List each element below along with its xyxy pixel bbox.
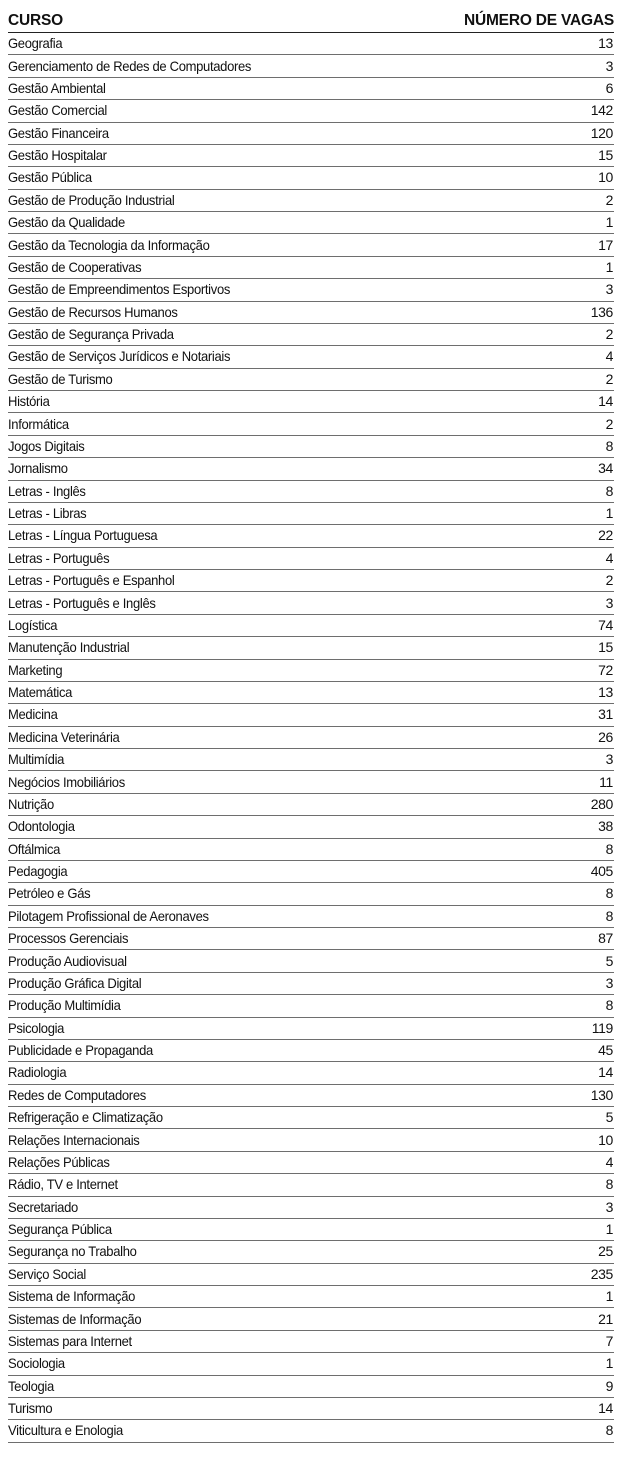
table-row <box>8 1420 614 1442</box>
vacancy-count: 142 <box>590 102 613 119</box>
vacancy-count: 10 <box>598 169 613 186</box>
table-row <box>8 771 614 793</box>
vacancy-count: 4 <box>605 348 613 365</box>
vacancy-count: 5 <box>605 952 613 969</box>
course-name: Gerenciamento de Redes de Computadores <box>8 57 252 74</box>
table-row <box>8 883 614 905</box>
vacancy-count: 1 <box>605 258 613 275</box>
vacancy-count: 3 <box>605 751 613 768</box>
vacancy-count: 4 <box>605 549 613 566</box>
table-row <box>8 391 614 413</box>
course-name: Sistemas para Internet <box>8 1332 132 1349</box>
course-name: Gestão de Recursos Humanos <box>8 303 178 320</box>
vacancy-count: 1 <box>605 1288 613 1305</box>
table-row <box>8 794 614 816</box>
table-row <box>8 1174 614 1196</box>
course-column-header: CURSO <box>8 12 63 29</box>
table-row <box>8 1264 614 1286</box>
table-row <box>8 1398 614 1420</box>
vacancy-count: 2 <box>605 326 613 343</box>
course-name: Medicina Veterinária <box>8 728 120 745</box>
table-row <box>8 1241 614 1263</box>
course-name: Informática <box>8 415 69 432</box>
vacancy-count: 280 <box>590 795 613 812</box>
table-row <box>8 637 614 659</box>
table-row <box>8 413 614 435</box>
table-row <box>8 1129 614 1151</box>
course-name: Produção Multimídia <box>8 997 121 1014</box>
course-name: Gestão da Qualidade <box>8 214 125 231</box>
table-row <box>8 749 614 771</box>
vacancy-count: 3 <box>605 974 613 991</box>
vacancy-count: 3 <box>605 1198 613 1215</box>
vacancy-count: 25 <box>598 1243 613 1260</box>
vacancies-column-header: NÚMERO DE VAGAS <box>463 12 614 29</box>
vacancies-table <box>8 10 614 1443</box>
course-name: Produção Gráfica Digital <box>8 974 142 991</box>
table-row <box>8 100 614 122</box>
course-name: Nutrição <box>8 795 54 812</box>
course-name: Medicina <box>8 706 58 723</box>
course-name: Marketing <box>8 661 63 678</box>
course-name: Processos Gerenciais <box>8 930 129 947</box>
course-name: Manutenção Industrial <box>8 639 130 656</box>
vacancy-count: 136 <box>590 303 613 320</box>
vacancy-count: 8 <box>605 885 613 902</box>
table-row <box>8 1018 614 1040</box>
vacancy-count: 8 <box>605 907 613 924</box>
table-row <box>8 279 614 301</box>
table-row <box>8 570 614 592</box>
vacancy-count: 2 <box>605 572 613 589</box>
course-name: Psicologia <box>8 1019 65 1036</box>
course-name: Gestão de Cooperativas <box>8 258 142 275</box>
course-name: Viticultura e Enologia <box>8 1422 123 1439</box>
vacancy-count: 87 <box>598 930 613 947</box>
vacancy-count: 74 <box>598 616 613 633</box>
course-name: Gestão Ambiental <box>8 79 106 96</box>
course-name: Pilotagem Profissional de Aeronaves <box>8 907 209 924</box>
course-name: Gestão da Tecnologia da Informação <box>8 236 210 253</box>
vacancy-count: 21 <box>598 1310 613 1327</box>
table-row <box>8 1152 614 1174</box>
table-row <box>8 660 614 682</box>
course-name: Odontologia <box>8 818 75 835</box>
vacancy-count: 130 <box>590 1086 613 1103</box>
table-row <box>8 592 614 614</box>
table-header <box>8 10 614 33</box>
vacancy-count: 1 <box>605 505 613 522</box>
table-row <box>8 950 614 972</box>
table-row <box>8 481 614 503</box>
course-name: Sociologia <box>8 1355 65 1372</box>
table-row <box>8 704 614 726</box>
vacancy-count: 3 <box>605 57 613 74</box>
vacancy-count: 22 <box>598 527 613 544</box>
vacancy-count: 11 <box>599 773 613 790</box>
vacancy-count: 3 <box>605 594 613 611</box>
course-name: Radiologia <box>8 1064 67 1081</box>
course-name: Segurança Pública <box>8 1221 112 1238</box>
vacancy-count: 1 <box>605 1221 613 1238</box>
course-name: Letras - Português e Espanhol <box>8 572 175 589</box>
vacancy-count: 1 <box>605 1355 613 1372</box>
vacancy-count: 26 <box>598 728 613 745</box>
table-row <box>8 78 614 100</box>
table-row <box>8 1331 614 1353</box>
table-row <box>8 167 614 189</box>
table-row <box>8 727 614 749</box>
table-row <box>8 1308 614 1330</box>
table-row <box>8 436 614 458</box>
vacancy-count: 8 <box>605 1176 613 1193</box>
table-row <box>8 33 614 55</box>
vacancy-count: 15 <box>598 639 613 656</box>
table-row <box>8 190 614 212</box>
vacancy-count: 8 <box>605 437 613 454</box>
table-row <box>8 973 614 995</box>
table-row <box>8 458 614 480</box>
vacancy-count: 1 <box>605 214 613 231</box>
table-row <box>8 816 614 838</box>
course-name: Letras - Inglês <box>8 482 86 499</box>
vacancy-count: 3 <box>605 281 613 298</box>
table-row <box>8 615 614 637</box>
table-row <box>8 123 614 145</box>
course-name: Oftálmica <box>8 840 61 857</box>
course-name: Refrigeração e Climatização <box>8 1109 163 1126</box>
vacancy-count: 8 <box>605 997 613 1014</box>
table-row <box>8 839 614 861</box>
course-name: Letras - Português <box>8 549 110 566</box>
vacancy-count: 14 <box>598 1064 613 1081</box>
course-name: Relações Internacionais <box>8 1131 140 1148</box>
course-name: História <box>8 393 50 410</box>
vacancy-count: 120 <box>590 124 613 141</box>
course-name: Serviço Social <box>8 1265 86 1282</box>
course-name: Gestão de Serviços Jurídicos e Notariais <box>8 348 231 365</box>
course-name: Letras - Língua Portuguesa <box>8 527 158 544</box>
vacancy-count: 38 <box>598 818 613 835</box>
vacancy-count: 31 <box>598 706 613 723</box>
table-row <box>8 995 614 1017</box>
vacancy-count: 15 <box>598 147 613 164</box>
vacancy-count: 119 <box>591 1019 613 1036</box>
course-name: Jornalismo <box>8 460 68 477</box>
vacancy-count: 14 <box>598 1400 613 1417</box>
vacancy-count: 2 <box>605 415 613 432</box>
vacancy-count: 8 <box>605 482 613 499</box>
table-row <box>8 906 614 928</box>
table-row <box>8 1286 614 1308</box>
table-row <box>8 1062 614 1084</box>
table-row <box>8 1219 614 1241</box>
table-row <box>8 503 614 525</box>
course-name: Relações Públicas <box>8 1153 110 1170</box>
table-row <box>8 55 614 77</box>
table-row <box>8 324 614 346</box>
course-name: Gestão de Segurança Privada <box>8 326 174 343</box>
table-row <box>8 1040 614 1062</box>
vacancy-count: 10 <box>598 1131 613 1148</box>
table-row <box>8 302 614 324</box>
table-row <box>8 212 614 234</box>
vacancy-count: 2 <box>605 191 613 208</box>
course-name: Sistema de Informação <box>8 1288 136 1305</box>
vacancy-count: 8 <box>605 1422 613 1439</box>
vacancy-count: 8 <box>605 840 613 857</box>
course-name: Gestão Pública <box>8 169 92 186</box>
course-name: Letras - Libras <box>8 505 87 522</box>
table-row <box>8 928 614 950</box>
course-name: Produção Audiovisual <box>8 952 127 969</box>
table-row <box>8 145 614 167</box>
course-name: Redes de Computadores <box>8 1086 146 1103</box>
course-name: Publicidade e Propaganda <box>8 1042 153 1059</box>
course-name: Logística <box>8 616 58 633</box>
course-name: Segurança no Trabalho <box>8 1243 137 1260</box>
course-name: Multimídia <box>8 751 65 768</box>
vacancy-count: 4 <box>605 1153 613 1170</box>
vacancy-count: 9 <box>605 1377 613 1394</box>
vacancy-count: 14 <box>598 393 613 410</box>
course-name: Petróleo e Gás <box>8 885 91 902</box>
table-row <box>8 861 614 883</box>
table-row <box>8 1107 614 1129</box>
course-name: Turismo <box>8 1400 53 1417</box>
table-row <box>8 234 614 256</box>
table-row <box>8 1197 614 1219</box>
course-name: Jogos Digitais <box>8 437 85 454</box>
vacancy-count: 7 <box>605 1332 613 1349</box>
table-row <box>8 346 614 368</box>
course-name: Geografia <box>8 35 63 52</box>
vacancy-count: 235 <box>590 1265 613 1282</box>
course-name: Matemática <box>8 684 73 701</box>
course-name: Gestão de Produção Industrial <box>8 191 175 208</box>
course-name: Gestão Hospitalar <box>8 147 107 164</box>
vacancy-count: 6 <box>605 79 613 96</box>
table-row <box>8 1085 614 1107</box>
vacancy-count: 34 <box>598 460 613 477</box>
course-name: Secretariado <box>8 1198 78 1215</box>
course-name: Gestão Comercial <box>8 102 108 119</box>
course-name: Sistemas de Informação <box>8 1310 142 1327</box>
table-row <box>8 1376 614 1398</box>
course-name: Rádio, TV e Internet <box>8 1176 118 1193</box>
course-name: Gestão Financeira <box>8 124 109 141</box>
course-name: Letras - Português e Inglês <box>8 594 156 611</box>
vacancy-count: 45 <box>598 1042 613 1059</box>
table-row <box>8 682 614 704</box>
course-name: Teologia <box>8 1377 54 1394</box>
vacancy-count: 2 <box>605 370 613 387</box>
course-name: Negócios Imobiliários <box>8 773 125 790</box>
course-name: Pedagogia <box>8 863 68 880</box>
table-row <box>8 548 614 570</box>
course-name: Gestão de Turismo <box>8 370 113 387</box>
table-row <box>8 257 614 279</box>
vacancy-count: 17 <box>598 236 613 253</box>
vacancy-count: 5 <box>605 1109 613 1126</box>
vacancy-count: 72 <box>598 661 613 678</box>
course-name: Gestão de Empreendimentos Esportivos <box>8 281 231 298</box>
table-row <box>8 525 614 547</box>
vacancy-count: 13 <box>598 35 613 52</box>
vacancy-count: 405 <box>590 863 613 880</box>
table-body <box>8 33 614 1443</box>
table-row <box>8 369 614 391</box>
table-row <box>8 1353 614 1375</box>
vacancy-count: 13 <box>598 684 613 701</box>
